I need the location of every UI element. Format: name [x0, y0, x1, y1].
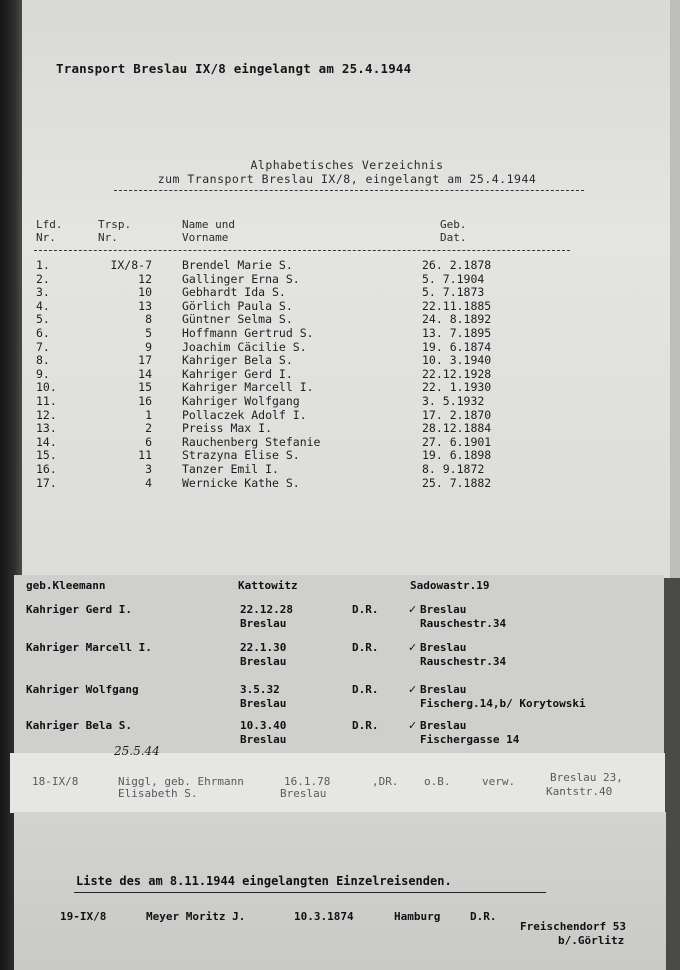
record-name: Kahriger Marcell I.: [26, 641, 152, 654]
row-name: Hoffmann Gertrud S.: [182, 326, 314, 340]
bottom-document-sheet: [14, 812, 666, 970]
record-city: Breslau: [420, 641, 467, 654]
row-transport-number: 4: [145, 475, 152, 490]
row-name: Wernicke Kathe S.: [182, 475, 300, 490]
row-birth-date: 26. 2.1878: [422, 258, 492, 272]
top-row-address: Sadowastr.19: [410, 579, 490, 592]
row-name: Strazyna Elise S.: [182, 448, 300, 463]
column-header-trsp: Trsp. Nr.: [98, 218, 132, 244]
row-birth-date: 19. 6.1874: [422, 339, 492, 354]
row-number: 16.: [36, 462, 57, 476]
record-address: Fischerg.14,b/ Korytowski: [420, 697, 586, 710]
row-name: Güntner Selma S.: [182, 312, 293, 327]
row-transport-number: 3: [145, 462, 152, 476]
row-transport-number: 8: [145, 312, 152, 327]
row-transport-number: 16: [138, 394, 152, 408]
record-birthplace: Breslau: [240, 617, 287, 630]
strip-birthplace: Breslau: [280, 787, 327, 800]
row-birth-date: 13. 7.1895: [422, 326, 492, 340]
bottom-address-second: b/.Görlitz: [558, 934, 625, 947]
strip-document-sheet: [10, 744, 665, 813]
row-number: 2.: [36, 271, 50, 286]
middle-document-sheet: [14, 575, 664, 755]
row-number: 9.: [36, 366, 50, 381]
column-header-geb: Geb. Dat.: [440, 218, 467, 244]
arrivals-list-title: Liste des am 8.11.1944 eingelangten Einzelreisenden.: [76, 874, 452, 888]
row-birth-date: 22. 1.1930: [422, 380, 492, 395]
strip-address: Kantstr.40: [546, 785, 613, 798]
row-birth-date: 28.12.1884: [422, 421, 492, 436]
row-number: 12.: [36, 407, 57, 422]
divider: [114, 190, 584, 191]
row-birth-date: 3. 5.1932: [422, 394, 485, 408]
row-birth-date: 10. 3.1940: [422, 353, 492, 368]
row-transport-number: 10: [138, 285, 152, 300]
record-city: Breslau: [420, 603, 467, 616]
record-address: Fischergasse 14: [420, 733, 520, 746]
bottom-number: 19-IX/8: [60, 910, 107, 923]
check-mark-icon: ✓: [408, 719, 418, 732]
record-name: Kahriger Bela S.: [26, 719, 132, 732]
row-transport-number: 12: [138, 271, 152, 286]
row-number: 14.: [36, 434, 57, 449]
check-mark-icon: ✓: [408, 683, 418, 696]
strip-religion: o.B.: [424, 775, 451, 788]
record-name: Kahriger Gerd I.: [26, 603, 132, 616]
transport-header: Transport Breslau IX/8 eingelangt am 25.4.1944: [56, 61, 412, 76]
row-name: Joachim Cäcilie S.: [182, 339, 307, 354]
record-date: 22.12.28: [240, 603, 293, 616]
row-birth-date: 5. 7.1904: [422, 271, 485, 286]
record-address: Rauschestr.34: [420, 655, 507, 668]
underline: [74, 892, 546, 893]
row-transport-number: IX/8-7: [110, 258, 152, 272]
row-number: 17.: [36, 475, 57, 490]
row-name: Kahriger Gerd I.: [182, 366, 293, 381]
row-number: 5.: [36, 312, 50, 327]
check-mark-icon: ✓: [408, 641, 418, 654]
row-birth-date: 19. 6.1898: [422, 448, 492, 463]
bottom-nationality: D.R.: [470, 910, 497, 923]
row-name: Brendel Marie S.: [182, 258, 293, 272]
top-document-sheet: [22, 0, 672, 578]
record-nationality: D.R.: [352, 683, 379, 696]
row-number: 7.: [36, 339, 50, 354]
record-city: Breslau: [420, 719, 467, 732]
record-date: 10.3.40: [240, 719, 287, 732]
row-birth-date: 8. 9.1872: [422, 462, 485, 476]
record-name: Kahriger Wolfgang: [26, 683, 139, 696]
strip-name-second: Elisabeth S.: [118, 787, 198, 800]
row-birth-date: 22.11.1885: [422, 298, 492, 313]
record-nationality: D.R.: [352, 719, 379, 732]
column-header-name: Name und Vorname: [182, 218, 235, 244]
bottom-name: Meyer Moritz J.: [146, 910, 246, 923]
bottom-birthplace: Hamburg: [394, 910, 441, 923]
row-name: Rauchenberg Stefanie: [182, 434, 321, 449]
row-name: Gallinger Erna S.: [182, 271, 300, 286]
row-name: Gebhardt Ida S.: [182, 285, 286, 300]
strip-date: 16.1.78: [284, 775, 331, 788]
divider: [34, 250, 570, 251]
record-birthplace: Breslau: [240, 697, 287, 710]
strip-name: Niggl, geb. Ehrmann: [118, 775, 244, 788]
row-birth-date: 22.12.1928: [422, 366, 492, 381]
strip-nationality: ,DR.: [372, 775, 399, 788]
record-nationality: D.R.: [352, 641, 379, 654]
row-number: 10.: [36, 380, 57, 395]
strip-status: verw.: [482, 775, 516, 788]
row-number: 15.: [36, 448, 57, 463]
bottom-address: Freischendorf 53: [520, 920, 626, 933]
row-birth-date: 27. 6.1901: [422, 434, 492, 449]
row-transport-number: 5: [145, 326, 152, 340]
record-address: Rauschestr.34: [420, 617, 507, 630]
top-row-place: Kattowitz: [238, 579, 298, 592]
row-birth-date: 17. 2.1870: [422, 407, 492, 422]
row-number: 13.: [36, 421, 57, 436]
row-transport-number: 15: [138, 380, 152, 395]
record-date: 22.1.30: [240, 641, 287, 654]
list-subtitle: zum Transport Breslau IX/8, eingelangt am 25.4.1944: [157, 172, 537, 186]
row-name: Kahriger Marcell I.: [182, 380, 314, 395]
row-number: 6.: [36, 326, 50, 340]
row-transport-number: 13: [138, 298, 152, 313]
row-number: 1.: [36, 258, 50, 272]
list-title: Alphabetisches Verzeichnis: [250, 158, 444, 172]
row-birth-date: 5. 7.1873: [422, 285, 485, 300]
top-row-name: geb.Kleemann: [26, 579, 106, 592]
row-name: Kahriger Wolfgang: [182, 394, 300, 408]
column-header-lfd: Lfd. Nr.: [36, 218, 63, 244]
handwritten-date: 25.5.44: [114, 744, 160, 758]
record-city: Breslau: [420, 683, 467, 696]
row-transport-number: 17: [138, 353, 152, 368]
record-birthplace: Breslau: [240, 655, 287, 668]
strip-number: 18-IX/8: [32, 775, 79, 788]
row-birth-date: 25. 7.1882: [422, 475, 492, 490]
row-name: Kahriger Bela S.: [182, 353, 293, 368]
row-name: Pollaczek Adolf I.: [182, 407, 307, 422]
check-mark-icon: ✓: [408, 603, 418, 616]
row-transport-number: 11: [138, 448, 152, 463]
row-transport-number: 1: [145, 407, 152, 422]
row-transport-number: 6: [145, 434, 152, 449]
row-number: 8.: [36, 353, 50, 368]
strip-city: Breslau 23,: [550, 771, 623, 784]
row-number: 3.: [36, 285, 50, 300]
record-nationality: D.R.: [352, 603, 379, 616]
record-birthplace: Breslau: [240, 733, 287, 746]
row-transport-number: 2: [145, 421, 152, 436]
record-date: 3.5.32: [240, 683, 280, 696]
table-row: [22, 476, 672, 491]
row-birth-date: 24. 8.1892: [422, 312, 492, 327]
row-name: Preiss Max I.: [182, 421, 273, 436]
row-transport-number: 9: [145, 339, 152, 354]
row-name: Tanzer Emil I.: [182, 462, 279, 476]
row-number: 4.: [36, 298, 50, 313]
row-name: Görlich Paula S.: [182, 298, 293, 313]
bottom-date: 10.3.1874: [294, 910, 354, 923]
row-transport-number: 14: [138, 366, 152, 381]
row-number: 11.: [36, 394, 57, 408]
